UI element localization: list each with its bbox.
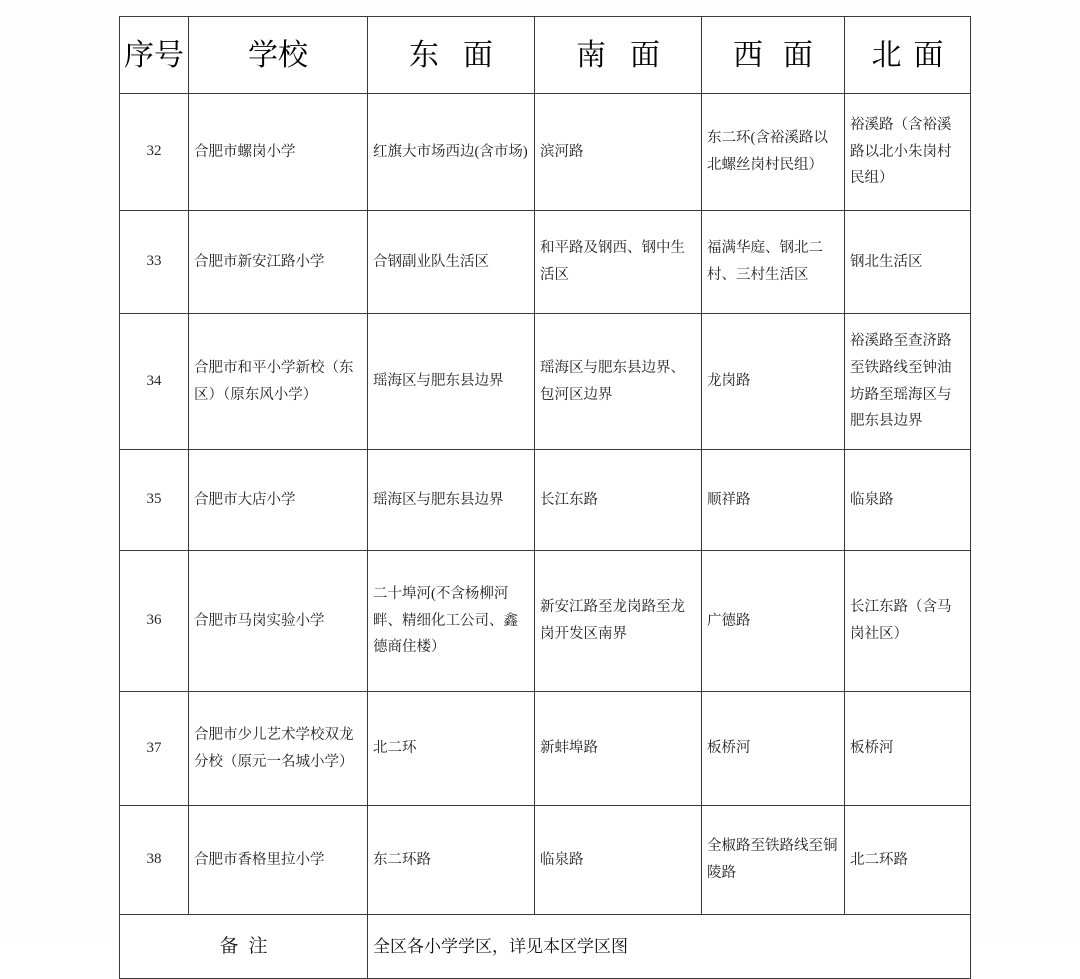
column-header-school: 学校	[189, 17, 368, 94]
table-row	[120, 692, 971, 806]
cell-west: 龙岗路	[702, 314, 845, 450]
column-header-east: 东面	[368, 17, 535, 94]
cell-east: 瑶海区与肥东县边界	[368, 314, 535, 450]
table-note-row	[120, 915, 971, 979]
school-district-table-container	[119, 16, 970, 979]
cell-west: 广德路	[702, 551, 845, 692]
table-row	[120, 211, 971, 314]
cell-school: 合肥市和平小学新校（东区）（原东风小学）	[189, 314, 368, 450]
cell-west: 全椒路至铁路线至铜陵路	[702, 806, 845, 915]
note-label: 备注	[120, 915, 368, 979]
cell-index: 35	[120, 450, 189, 551]
cell-north: 钢北生活区	[845, 211, 971, 314]
column-header-north: 北面	[845, 17, 971, 94]
cell-east: 红旗大市场西边(含市场)	[368, 94, 535, 211]
table-header-row	[120, 17, 971, 94]
table-row	[120, 94, 971, 211]
table-row	[120, 314, 971, 450]
cell-south: 长江东路	[535, 450, 702, 551]
table-row	[120, 806, 971, 915]
cell-west: 板桥河	[702, 692, 845, 806]
column-header-index: 序号	[120, 17, 189, 94]
cell-index: 37	[120, 692, 189, 806]
table-row	[120, 450, 971, 551]
cell-south: 新安江路至龙岗路至龙岗开发区南界	[535, 551, 702, 692]
cell-school: 合肥市少儿艺术学校双龙分校（原元一名城小学）	[189, 692, 368, 806]
cell-west: 顺祥路	[702, 450, 845, 551]
table-row	[120, 551, 971, 692]
cell-west: 东二环(含裕溪路以北螺丝岗村民组）	[702, 94, 845, 211]
cell-index: 33	[120, 211, 189, 314]
table-body	[120, 94, 971, 979]
cell-north: 临泉路	[845, 450, 971, 551]
cell-south: 和平路及钢西、钢中生活区	[535, 211, 702, 314]
cell-school: 合肥市新安江路小学	[189, 211, 368, 314]
cell-index: 36	[120, 551, 189, 692]
cell-east: 北二环	[368, 692, 535, 806]
cell-south: 瑶海区与肥东县边界、包河区边界	[535, 314, 702, 450]
cell-north: 北二环路	[845, 806, 971, 915]
column-header-west: 西面	[702, 17, 845, 94]
column-header-south: 南面	[535, 17, 702, 94]
cell-east: 合钢副业队生活区	[368, 211, 535, 314]
cell-north: 裕溪路至查济路至铁路线至钟油坊路至瑶海区与肥东县边界	[845, 314, 971, 450]
cell-north: 裕溪路（含裕溪路以北小朱岗村民组）	[845, 94, 971, 211]
cell-north: 板桥河	[845, 692, 971, 806]
cell-school: 合肥市大店小学	[189, 450, 368, 551]
cell-south: 新蚌埠路	[535, 692, 702, 806]
cell-index: 32	[120, 94, 189, 211]
cell-index: 34	[120, 314, 189, 450]
cell-south: 滨河路	[535, 94, 702, 211]
cell-east: 瑶海区与肥东县边界	[368, 450, 535, 551]
cell-school: 合肥市香格里拉小学	[189, 806, 368, 915]
table-header	[120, 17, 971, 94]
note-value: 全区各小学学区，详见本区学区图	[368, 915, 971, 979]
cell-school: 合肥市马岗实验小学	[189, 551, 368, 692]
cell-west: 福满华庭、钢北二村、三村生活区	[702, 211, 845, 314]
cell-index: 38	[120, 806, 189, 915]
cell-east: 二十埠河(不含杨柳河畔、精细化工公司、鑫德商住楼）	[368, 551, 535, 692]
cell-south: 临泉路	[535, 806, 702, 915]
school-district-table	[119, 16, 971, 979]
cell-east: 东二环路	[368, 806, 535, 915]
cell-north: 长江东路（含马岗社区）	[845, 551, 971, 692]
cell-school: 合肥市螺岗小学	[189, 94, 368, 211]
